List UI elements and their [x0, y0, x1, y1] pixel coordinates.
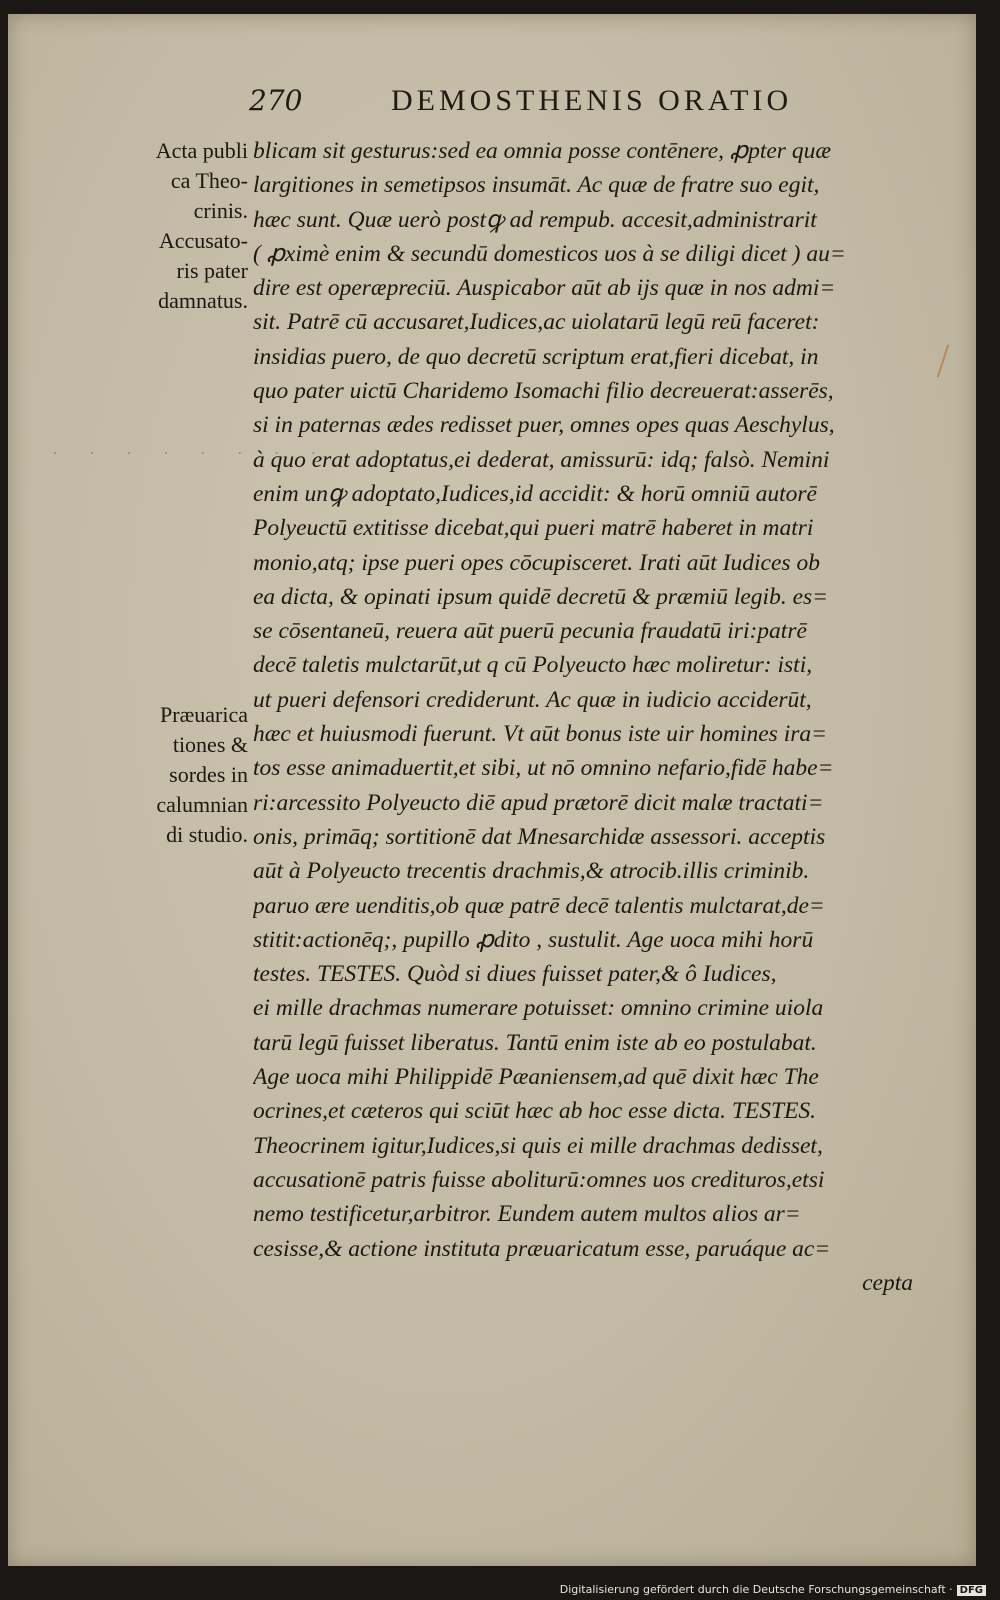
text-line: stitit:actionēq;, pupillo ꝓdito , sustulit. Age uoca mihi horū [253, 926, 814, 953]
text-line: Theocrinem igitur,Iudices,si quis ei mille drachmas dedisset, [253, 1132, 823, 1159]
margin-note-line: Præuarica [160, 702, 248, 727]
text-line: paruo ære uenditis,ob quæ patrē decē talentis mulctarat,de= [253, 892, 825, 919]
text-line: monio,atq; ipse pueri opes cōcupisceret. Irati aūt Iudices ob [253, 549, 820, 576]
dfg-logo: DFG [957, 1585, 986, 1596]
text-line: se cōsentaneū, reuera aūt puerū pecunia fraudatū iri:patrē [253, 618, 807, 645]
text-line: hæc et huiusmodi fuerunt. Vt aūt bonus iste uir homines ira= [253, 721, 827, 748]
text-line: à quo erat adoptatus,ei dederat, amissurū: idq; falsò. Nemini [253, 446, 830, 473]
margin-note-acta [120, 136, 248, 316]
text-line: ut pueri defensori crediderunt. Ac quæ in iudicio acciderūt, [253, 686, 812, 713]
text-line: Polyeuctū extitisse dicebat,qui pueri matrē haberet in matri [253, 515, 814, 542]
margin-dot-rule: · · · · · · · · [53, 446, 330, 462]
funding-credit: Digitalisierung gefördert durch die Deutsche Forschungsgemeinschaft · [559, 1583, 953, 1596]
running-title: DEMOSTHENIS ORATIO [391, 84, 793, 117]
digitization-footer [560, 1583, 986, 1596]
margin-note-praeuaricationes [120, 700, 248, 850]
text-line: tarū legū fuisset liberatus. Tantū enim iste ab eo postulabat. [253, 1029, 817, 1056]
text-line: cesisse,& actione instituta præuaricatum esse, paruáque ac= [253, 1235, 831, 1262]
margin-note-line: damnatus. [158, 288, 248, 313]
text-line: aūt à Polyeucto trecentis drachmis,& atrocib.illis criminib. [253, 858, 810, 885]
catchword: cepta [862, 1269, 913, 1296]
text-line: Age uoca mihi Philippidē Pæaniensem,ad quē dixit hæc The [253, 1064, 819, 1091]
book-page [8, 14, 976, 1566]
text-line: ea dicta, & opinati ipsum quidē decretū & præmiū legib. es= [253, 583, 829, 610]
text-line: sit. Patrē cū accusaret,Iudices,ac uiolatarū legū reū faceret: [253, 309, 820, 336]
text-line: accusationē patris fuisse aboliturū:omnes uos credituros,etsi [253, 1166, 825, 1193]
text-line: enim unꝙ adoptato,Iudices,id accidit: & horū omniū autorē [253, 480, 817, 507]
margin-note-line: Accusato- [158, 228, 248, 253]
text-line: tos esse animaduertit,et sibi, ut nō omnino nefario,fidē habe= [253, 755, 834, 782]
running-head [243, 84, 843, 124]
text-line: ocrines,et cæteros qui sciūt hæc ab hoc esse dicta. TESTES. [253, 1098, 817, 1125]
margin-note-line: di studio. [166, 822, 248, 847]
text-line: hæc sunt. Quæ uerò postꝙ ad rempub. accesit,administrarit [253, 206, 817, 233]
margin-note-line: sordes in [169, 762, 248, 787]
text-line: ei mille drachmas numerare potuisset: omnino crimine uiola [253, 995, 824, 1022]
text-line: dire est operæpreciū. Auspicabor aūt ab ijs quæ in nos admi= [253, 275, 836, 302]
margin-note-line: ca Theo- [170, 168, 248, 193]
margin-note-line: ris pater [176, 258, 248, 283]
body-text [253, 134, 923, 1300]
margin-note-line: Acta publi [155, 138, 248, 163]
text-line: decē taletis mulctarūt,ut q cū Polyeucto hæc moliretur: isti, [253, 652, 813, 679]
text-line: insidias puero, de quo decretū scriptum erat,fieri dicebat, in [253, 343, 819, 370]
text-line: onis, primāq; sortitionē dat Mnesarchidæ assessori. acceptis [253, 823, 826, 850]
text-line: ri:arcessito Polyeucto diē apud prætorē dicit malæ tractati= [253, 789, 824, 816]
margin-note-line: calumnian [156, 792, 248, 817]
text-line: blicam sit gesturus:sed ea omnia posse contēnere, ꝓpter quæ [253, 138, 831, 164]
text-line: nemo testificetur,arbitror. Eundem autem multos alios ar= [253, 1201, 801, 1228]
text-line: ( ꝓximè enim & secundū domesticos uos à se diligi dicet ) au= [253, 240, 846, 267]
text-line: largitiones in semetipsos insumāt. Ac quæ de fratre suo egit, [253, 172, 820, 199]
text-line: si in paternas ædes redisset puer, omnes opes quas Aeschylus, [253, 412, 835, 439]
margin-note-line: crinis. [193, 198, 248, 223]
text-line: quo pater uictū Charidemo Isomachi filio decreuerat:asserēs, [253, 378, 834, 405]
ink-mark [937, 345, 949, 378]
text-line: testes. TESTES. Quòd si diues fuisset pater,& ô Iudices, [253, 961, 777, 988]
margin-note-line: tiones & [172, 732, 248, 757]
page-number: 270 [249, 84, 303, 117]
